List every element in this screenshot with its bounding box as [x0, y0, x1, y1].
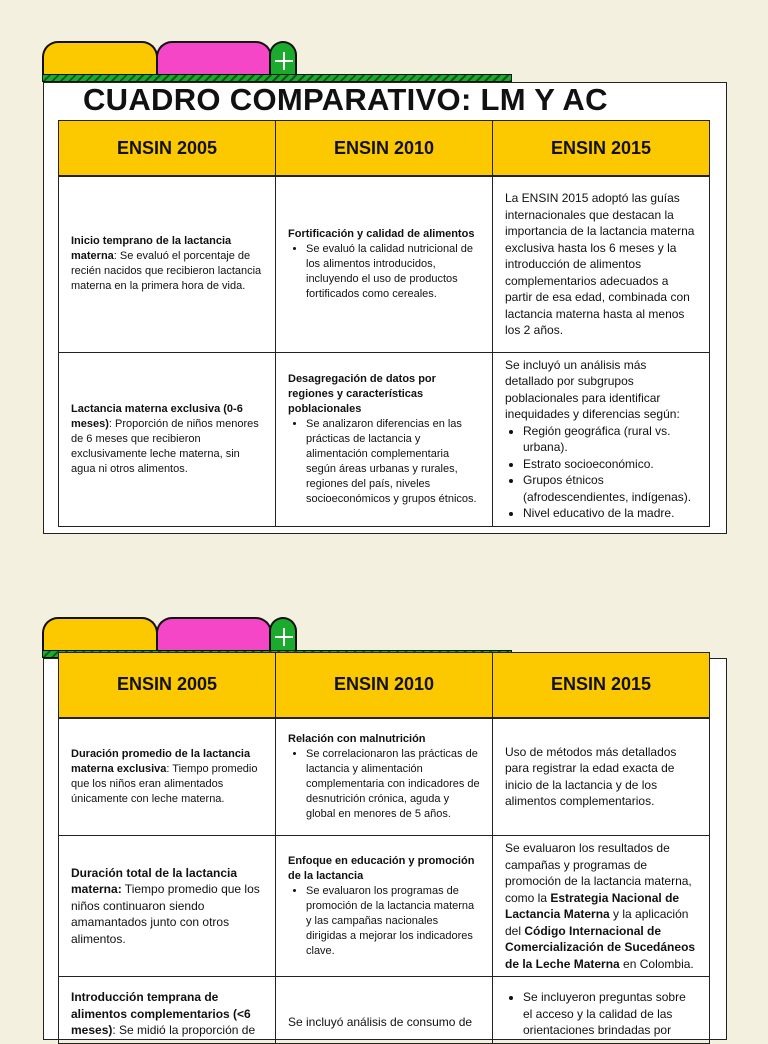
plus-icon [275, 628, 293, 646]
cell-2010: Enfoque en educación y promoción de la lactancia • Se evaluaron los programas de promoción de la lactancia materna y las campañas nacionales dirigidas a mejorar los indicadores clave. [276, 836, 493, 977]
cell-2005: Introducción temprana de alimentos complementarios (<6 meses): Se midió la proporción de [59, 977, 276, 1044]
list-item: • Se analizaron diferencias en las prácticas de lactancia y alimentación complementaria según áreas urbanas y rurales, regiones del país, niveles socioeconómicos y grupos étnicos. [306, 417, 480, 507]
header-ensin-2005: ENSIN 2005 [59, 121, 276, 177]
header-ensin-2015: ENSIN 2015 [493, 653, 710, 718]
cell-2015: Uso de métodos más detallados para registrar la edad exacta de inicio de la lactancia y de los alimentos complementarios. [493, 718, 710, 836]
table-row [59, 352, 710, 526]
table-row [59, 977, 710, 1044]
table-row [59, 176, 710, 352]
decorative-stripe [42, 74, 512, 82]
page-title: CUADRO COMPARATIVO: LM Y AC [83, 82, 608, 117]
cell-2005: Duración promedio de la lactancia materna exclusiva: Tiempo promedio que los niños eran alimentados únicamente con leche materna. [59, 718, 276, 836]
list-item: • Se evaluó la calidad nutricional de los alimentos introducidos, incluyendo el uso de productos fortificados como cereales. [306, 242, 480, 302]
list-item: • Se evaluaron los programas de promoción de la lactancia materna y las campañas nacionales dirigidas a mejorar los indicadores clave. [306, 884, 480, 959]
folder-tab-yellow [42, 617, 158, 651]
list-item: • Se incluyeron preguntas sobre el acceso y la calidad de las orientaciones brindadas por [523, 989, 697, 1039]
folder-tab-pink [156, 41, 272, 75]
cell-2015: La ENSIN 2015 adoptó las guías internacionales que destacan la importancia de la lactancia materna exclusiva hasta los 6 meses y la introducción de alimentos complementarios adecuados a partir de esa edad, combinada con lactancia materna hasta al menos los 2 años. [493, 176, 710, 352]
folder-tab-yellow [42, 41, 158, 75]
cell-2010: Fortificación y calidad de alimentos • Se evaluó la calidad nutricional de los alimentos introducidos, incluyendo el uso de productos fortificados como cereales. [276, 176, 493, 352]
header-ensin-2015: ENSIN 2015 [493, 121, 710, 177]
comparison-table-2 [58, 652, 710, 1044]
add-tab-button[interactable] [269, 41, 297, 75]
cell-2010: Relación con malnutrición • Se correlacionaron las prácticas de lactancia y alimentación complementaria con indicadores de desnutrición crónica, aguda y global en menores de 5 años. [276, 718, 493, 836]
cell-2015: Se evaluaron los resultados de campañas y programas de promoción de la lactancia materna, como la Estrategia Nacional de Lactancia Materna y la aplicación del Código Internacional de Comercialización de Sucedáneos de la Leche Materna en Colombia. [493, 836, 710, 977]
comparison-table-1 [58, 120, 710, 527]
plus-icon [275, 52, 293, 70]
header-ensin-2010: ENSIN 2010 [276, 121, 493, 177]
add-tab-button[interactable] [269, 617, 297, 651]
list-item: • Grupos étnicos (afrodescendientes, indígenas). [523, 472, 697, 505]
list-item: • Nivel educativo de la madre. [523, 505, 697, 522]
cell-2005: Inicio temprano de la lactancia materna: Se evaluó el porcentaje de recién nacidos que recibieron lactancia materna en la primera hora de vida. [59, 176, 276, 352]
cell-2010: Se incluyó análisis de consumo de [276, 977, 493, 1044]
folder-tab-pink [156, 617, 272, 651]
cell-2015 [493, 977, 710, 1044]
header-ensin-2010: ENSIN 2010 [276, 653, 493, 718]
cell-2015: Se incluyó un análisis más detallado por subgrupos poblacionales para identificar inequidades y diferencias según: • Región geográfica (rural vs. urbana). • Estrato socioeconómico. • Grupos étnicos (afrodescendientes, indígenas). • Nivel educativo de la madre. [493, 352, 710, 526]
list-item: • Se correlacionaron las prácticas de lactancia y alimentación complementaria con indicadores de desnutrición crónica, aguda y global en menores de 5 años. [306, 747, 480, 822]
list-item: • Estrato socioeconómico. [523, 456, 697, 473]
table-row [59, 836, 710, 977]
cell-2005: Lactancia materna exclusiva (0-6 meses): Proporción de niños menores de 6 meses que recibieron exclusivamente leche materna, sin agua ni otros alimentos. [59, 352, 276, 526]
table-row [59, 718, 710, 836]
header-ensin-2005: ENSIN 2005 [59, 653, 276, 718]
cell-2005: Duración total de la lactancia materna: Tiempo promedio que los niños continuaron siendo amamantados junto con otros alimentos. [59, 836, 276, 977]
cell-2010: Desagregación de datos por regiones y características poblacionales • Se analizaron diferencias en las prácticas de lactancia y alimentación complementaria según áreas urbanas y rurales, regiones del país, niveles socioeconómicos y grupos étnicos. [276, 352, 493, 526]
list-item: • Región geográfica (rural vs. urbana). [523, 423, 697, 456]
